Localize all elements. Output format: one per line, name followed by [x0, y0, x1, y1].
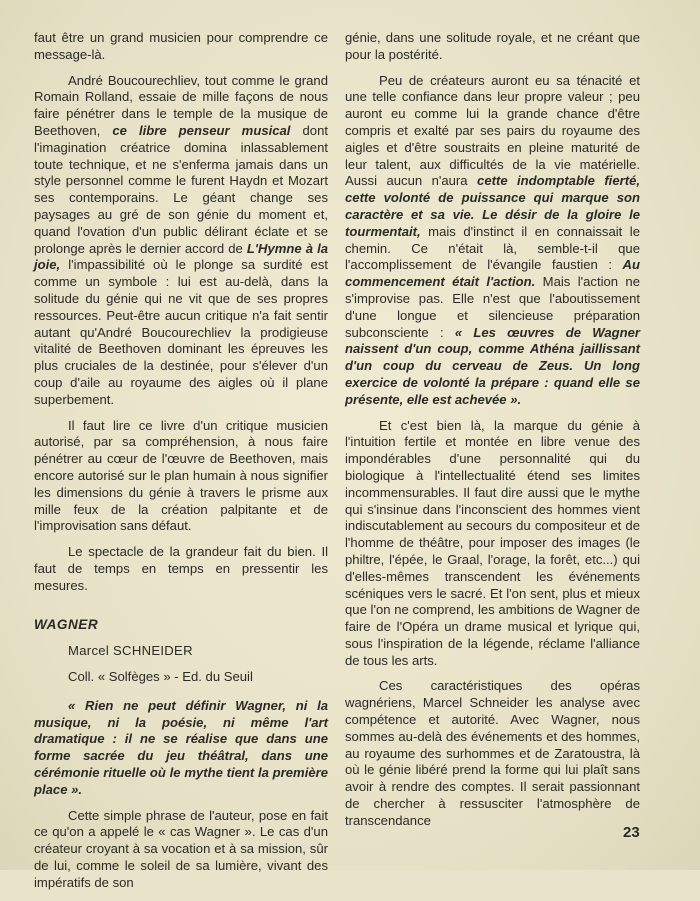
emphasis-text: Au commencement était l'action.	[345, 257, 640, 290]
book-author: Marcel SCHNEIDER	[68, 643, 193, 659]
right-paragraph-0: génie, dans une solitude royale, et ne créant que pour la postérité.	[345, 30, 640, 62]
left-paragraph-2: Il faut lire ce livre d'un critique musicien autorisé, par sa compréhension, à nous faire pénétrer au cœur de l'œuvre de Beethoven, mais encore autorisé sur le plan humain à nous signifier les dimensions du génie à travers le prisme aux mille feux de la création palpitante et de l'improvisation sans défaut.	[34, 417, 328, 534]
left-paragraph-4: Cette simple phrase de l'auteur, pose en fait ce qu'on a appelé le « cas Wagner ». Le cas d'un créateur croyant à sa vocation et à sa mission, sûr de lui, comme le soleil de sa lumière, vivant des impératifs de son	[34, 807, 328, 890]
emphasis-text: cette indomptable fierté, cette volonté de puissance qui marque son caractère et sa vie. Le désir de la gloire le tourmentait,	[345, 173, 640, 239]
right-paragraph-1: Peu de créateurs auront eu sa ténacité et une telle confiance dans leur propre valeur ; peu auront eu comme lui la grande chance d'être compris et exalté par ses pairs du royaume des aigles et d'être soustraits en pleine maturité de leur talent, aux difficultés de la vie matérielle. Aussi aucun n'aura cette indomptable fierté, cette volonté de puissance qui marque son caractère et sa vie. Le désir de la gloire le tourmentait, mais d'instinct il en connaissait le chemin. Ce n'était là, semble-t-il que l'accomplissement de l'évangile faustien : Au commencement était l'action. Mais l'action ne s'improvise pas. Elle n'est que l'aboutissement d'une longue et silencieuse préparation subconsciente : « Les œuvres de Wagner naissent d'un coup, comme Athéna jaillissant d'un coup du cerveau de Zeus. Un long exercice de volonté la prépare : quand elle se présente, elle est achevée ».	[345, 72, 640, 407]
right-paragraph-2: Et c'est bien là, la marque du génie à l'intuition fertile et montée en libre venue des impondérables d'une personnalité qui du biologique à l'intellectualité étend ses limites incommensurables. Il faut dire aussi que le mythe qui s'insinue dans l'inconscient des hommes vient indiscutablement au secours du compositeur et de l'homme de théâtre, pour imposer des images (le philtre, l'épée, le Graal, l'orage, la forêt, etc...) qui d'elles-mêmes transcendent les événements scéniques vers le sacré. Et l'on sent, plus et mieux que l'on ne comprend, les ambitions de Wagner de faire de l'Opéra un drame musical et lyrique qui, sous l'inspiration de la légende, réclame l'alliance de tous les arts.	[345, 417, 640, 668]
emphasis-text: ce libre penseur musical	[112, 122, 291, 138]
right-paragraph-3: Ces caractéristiques des opéras wagnériens, Marcel Schneider les analyse avec compétence et autorité. Avec Wagner, nous sommes au-delà des événements et des hommes, au royaume des surhommes et de Zaratoustra, là où le génie libéré prend la forme qui lui plaît sans avoir à rendre des comptes. Il serait passionnant de chercher à ressusciter l'atmosphère de transcendance	[345, 678, 640, 828]
section-title-wagner: WAGNER	[34, 616, 99, 632]
emphasis-text: « Les œuvres de Wagner naissent d'un coup, comme Athéna jaillissant d'un coup du cerveau de Zeus. Un long exercice de volonté la prépare : quand elle se présente, elle est achevée ».	[345, 324, 640, 407]
left-paragraph-0: faut être un grand musicien pour comprendre ce message-là.	[34, 30, 328, 62]
left-paragraph-3: Le spectacle de la grandeur fait du bien. Il faut de temps en temps en pressentir les mesures.	[34, 544, 328, 593]
emphasis-text: L'Hymne à la joie,	[34, 240, 328, 273]
left-paragraph-1: André Boucourechliev, tout comme le grand Romain Rolland, essaie de mille façons de nous faire pénétrer dans le temple de la musique de Beethoven, ce libre penseur musical dont l'imagination créatrice domina inlassablement toute technique, et ne s'enferma jamais dans un style personnel comme le furent Haydn et Mozart ses contemporains. Le géant change ses paysages au gré de son génie du moment et, quand l'ovation d'un public délirant éclate et se prolonge après le dernier accord de L'Hymne à la joie, l'impassibilité où le plonge sa surdité est comme un symbole : lui est au-delà, dans la solitude du génie qui ne vit que de ses propres ressources. Peut-être aucun critique n'a fait sentir autant qu'André Boucourechliev la prodigieuse vitalité de Beethoven dominant les épreuves les plus cruciales de la destinée, pour s'élever d'un coup d'aile au royaume des aigles où il plane superbement.	[34, 72, 329, 407]
left-column	[34, 30, 328, 901]
book-collection: Coll. « Solfèges » - Ed. du Seuil	[68, 669, 253, 685]
right-column	[345, 30, 640, 839]
page-number: 23	[623, 824, 640, 841]
author-quote: « Rien ne peut définir Wagner, ni la musique, ni la poésie, ni même l'art dramatique : il ne se réalise que dans une forme sacrée du jeu théâtral, dans une cérémonie rituelle où le mythe tient la première place ».	[34, 697, 328, 797]
